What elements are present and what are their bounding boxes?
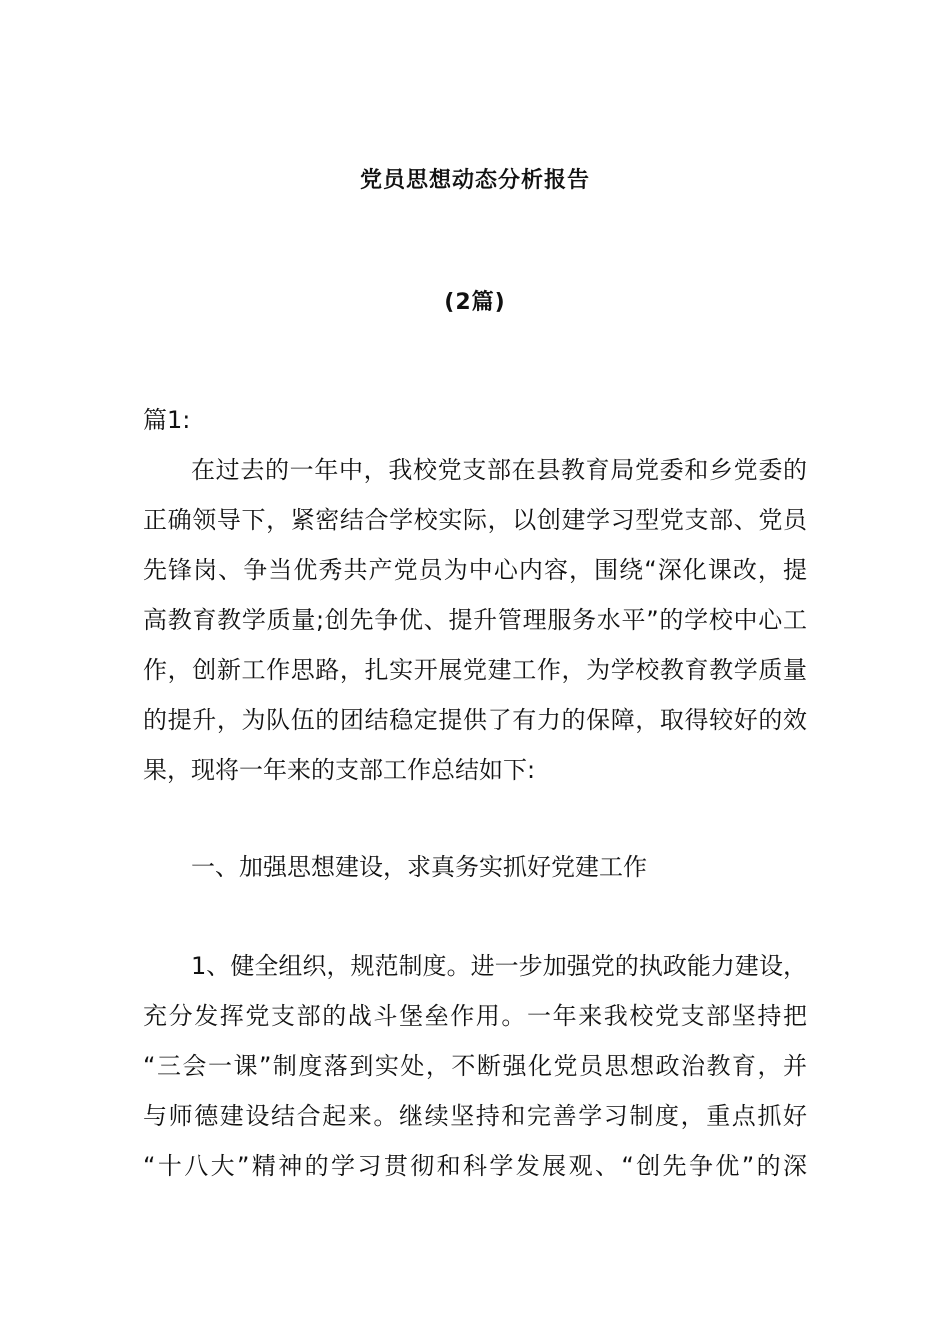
section-heading: 一、加强思想建设，求真务实抓好党建工作 [191, 853, 647, 881]
intro-line: 先锋岗、争当优秀共产党员为中心内容，围绕“深化课改，提 [143, 556, 807, 584]
paragraph-line: 与师德建设结合起来。继续坚持和完善学习制度，重点抓好 [143, 1102, 807, 1130]
document-subtitle: (2篇) [444, 290, 506, 315]
intro-line: 果，现将一年来的支部工作总结如下: [143, 756, 536, 784]
section-label: 篇1: [143, 406, 191, 434]
paragraph-line: “十八大”精神的学习贯彻和科学发展观、“创先争优”的深 [143, 1152, 807, 1180]
document-title: 党员思想动态分析报告 [359, 168, 590, 193]
intro-line: 高教育教学质量;创先争优、提升管理服务水平”的学校中心工 [143, 606, 807, 634]
intro-line: 在过去的一年中，我校党支部在县教育局党委和乡党委的 [191, 456, 807, 484]
paragraph-line: 充分发挥党支部的战斗堡垒作用。一年来我校党支部坚持把 [143, 1002, 807, 1030]
paragraph-line: “三会一课”制度落到实处，不断强化党员思想政治教育，并 [143, 1052, 807, 1080]
intro-line: 作，创新工作思路，扎实开展党建工作，为学校教育教学质量 [143, 656, 807, 684]
intro-line: 的提升，为队伍的团结稳定提供了有力的保障，取得较好的效 [143, 706, 807, 734]
intro-line: 正确领导下，紧密结合学校实际，以创建学习型党支部、党员 [143, 506, 807, 534]
paragraph-line: 1、健全组织，规范制度。进一步加强党的执政能力建设， [191, 952, 807, 980]
